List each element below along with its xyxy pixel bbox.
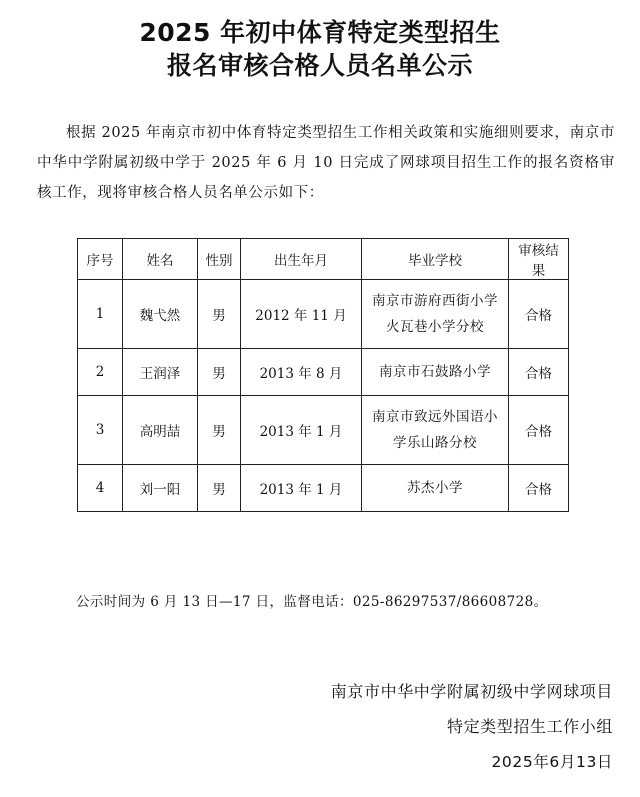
page-title-line-1: 2025 年初中体育特定类型招生 <box>139 18 501 47</box>
row-no: 2 <box>78 349 123 396</box>
table-row <box>78 280 569 349</box>
header-school: 毕业学校 <box>362 239 509 280</box>
table-row <box>78 465 569 512</box>
row-name: 魏弋然 <box>123 280 198 349</box>
row-gender: 男 <box>198 280 241 349</box>
row-gender: 男 <box>198 465 241 512</box>
row-birth: 2013 年 8 月 <box>241 349 362 396</box>
row-gender: 男 <box>198 396 241 465</box>
row-name: 刘一阳 <box>123 465 198 512</box>
qualified-roster-table <box>77 238 569 512</box>
header-birth: 出生年月 <box>241 239 362 280</box>
table-row <box>78 396 569 465</box>
row-school-line-2: 学乐山路分校 <box>393 435 477 451</box>
row-school-line-1: 南京市致远外国语小 <box>372 409 498 425</box>
row-result: 合格 <box>509 349 569 396</box>
row-birth: 2013 年 1 月 <box>241 396 362 465</box>
signature-org-line-2: 特定类型招生工作小组 <box>446 717 613 736</box>
row-gender: 男 <box>198 349 241 396</box>
row-result: 合格 <box>509 280 569 349</box>
row-birth: 2012 年 11 月 <box>241 280 362 349</box>
table-row <box>78 349 569 396</box>
row-no: 4 <box>78 465 123 512</box>
header-no: 序号 <box>78 239 123 280</box>
header-name: 姓名 <box>123 239 198 280</box>
table-header-row <box>78 239 569 280</box>
intro-paragraph: 根据 2025 年南京市初中体育特定类型招生工作相关政策和实施细则要求，南京市中华中学附属初级中学于 2025 年 6 月 10 日完成了网球项目招生工作的报名资格审核工作，现将审核合格人员名单公示如下： <box>37 125 615 201</box>
row-result: 合格 <box>509 465 569 512</box>
row-school-line-1: 南京市石鼓路小学 <box>379 364 491 380</box>
row-school <box>362 465 509 512</box>
row-no: 1 <box>78 280 123 349</box>
row-result: 合格 <box>509 396 569 465</box>
row-school-line-1: 南京市游府西街小学 <box>372 293 498 309</box>
row-school-line-2: 火瓦巷小学分校 <box>386 319 484 335</box>
row-school <box>362 396 509 465</box>
row-school-line-1: 苏杰小学 <box>407 480 463 496</box>
row-school <box>362 280 509 349</box>
row-name: 王润泽 <box>123 349 198 396</box>
row-school <box>362 349 509 396</box>
row-name: 高明喆 <box>123 396 198 465</box>
row-birth: 2013 年 1 月 <box>241 465 362 512</box>
header-result: 审核结果 <box>509 239 569 280</box>
notice-period-text: 公示时间为 6 月 13 日—17 日，监督电话：025-86297537/86608728。 <box>76 594 548 610</box>
signature-date: 2025年6月13日 <box>491 753 613 771</box>
page-title-line-2: 报名审核合格人员名单公示 <box>166 51 473 80</box>
row-no: 3 <box>78 396 123 465</box>
header-gender: 性别 <box>198 239 241 280</box>
signature-org-line-1: 南京市中华中学附属初级中学网球项目 <box>330 682 613 701</box>
